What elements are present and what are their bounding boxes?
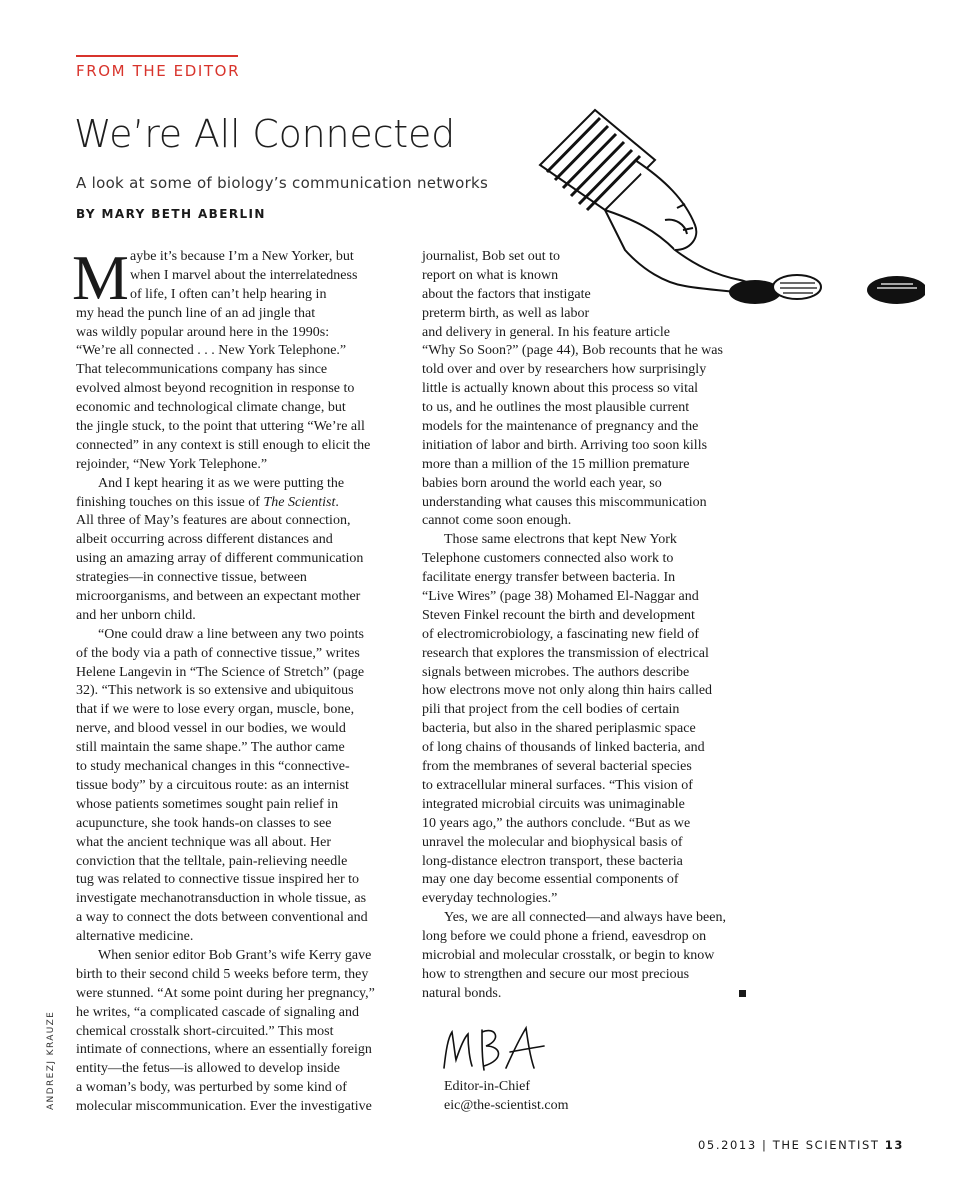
text-line: Those same electrons that kept New York [444,532,677,548]
text-line: how electrons move not only along thin hairs called [422,683,713,699]
text-line: still maintain the same shape.” The author came [76,740,345,756]
text-line: Steven Finkel recount the birth and development [422,607,695,623]
text-line: when I marvel about the interrelatedness [130,267,358,283]
text-line: economic and technological climate change, but [76,400,346,416]
text-line: “Live Wires” (page 38) Mohamed El-Naggar and [422,589,699,605]
text-line: how to strengthen and secure our most precious [422,966,690,982]
text-line: of the body via a path of connective tissue,” writes [76,645,360,661]
text-line: was wildly popular around here in the 1990s: [76,324,330,340]
text-line: 32). “This network is so extensive and ubiquitous [76,683,354,699]
folio-page: 13 [884,1138,904,1152]
text-line: finishing touches on this issue of The Scientist. [76,494,339,510]
text-line: rejoinder, “New York Telephone.” [76,456,268,472]
text-line: strategies—in connective tissue, between [76,570,307,586]
text-line: unravel the molecular and biophysical basis of [422,834,683,850]
illustration-credit: ANDREZJ KRAUZE [46,1010,56,1110]
text-line: understanding what causes this miscommunication [422,494,707,510]
text-line: facilitate energy transfer between bacteria. In [422,570,676,586]
text-line: entity—the fetus—is allowed to develop inside [76,1061,341,1077]
text-line: of electromicrobiology, a fascinating new field of [422,626,700,642]
text-line: That telecommunications company has since [76,362,328,378]
signature [440,1020,550,1075]
text-line: chemical crosstalk short-circuited.” This most [76,1023,334,1039]
text-line: models for the maintenance of pregnancy and the [422,419,699,435]
text-line: microbial and molecular crosstalk, or begin to know [422,947,715,963]
text-line: and her unborn child. [76,607,196,623]
text-line: more than a million of the 15 million premature [422,456,690,472]
text-line: microorganisms, and between an expectant mother [76,589,361,605]
text-line: the jingle stuck, to the point that uttering “We’re all [76,419,365,435]
text-line: initiation of labor and birth. Arriving too soon kills [422,437,708,453]
text-line: a way to connect the dots between conventional and [76,910,368,926]
section-rule [76,55,238,57]
text-line: alternative medicine. [76,929,194,945]
text-line: When senior editor Bob Grant’s wife Kerry gave [98,947,372,963]
text-line: integrated microbial circuits was unimaginable [422,796,685,812]
folio-separator: | [762,1138,768,1152]
article-column-2 [422,248,752,1004]
text-line: long before we could phone a friend, eavesdrop on [422,929,707,945]
text-line: tug was related to connective tissue inspired her to [76,872,360,888]
page-title: We’re All Connected [74,112,456,156]
sign-off-title: Editor-in-Chief [444,1079,531,1094]
text-line: to us, and he outlines the most plausible current [422,400,690,416]
text-line: investigate mechanotransduction in whole tissue, as [76,891,367,907]
text-line: “One could draw a line between any two points [98,626,364,642]
article-column-1 [76,248,406,1117]
text-line: 10 years ago,” the authors conclude. “But as we [422,815,691,831]
folio-date: 05.2013 [698,1138,757,1152]
text-line: report on what is known [422,267,559,283]
text-line: whose patients sometimes sought pain relief in [76,796,339,812]
text-line: signals between microbes. The authors describe [422,664,690,680]
text-line: Yes, we are all connected—and always have been, [444,910,726,926]
text-line: were stunned. “At some point during her pregnancy,” [76,985,375,1001]
text-line: preterm birth, as well as labor [422,305,590,321]
text-line: And I kept hearing it as we were putting the [98,475,345,491]
text-line: may one day become essential components of [422,872,679,888]
text-line: of long chains of thousands of linked bacteria, and [422,740,705,756]
text-line: birth to their second child 5 weeks before term, they [76,966,369,982]
text-line: natural bonds. [422,985,502,1001]
page-folio [698,1138,904,1152]
text-line: “Why So Soon?” (page 44), Bob recounts that he was [422,343,723,359]
text-line: pili that project from the cell bodies of certain [422,702,680,718]
page-subtitle: A look at some of biology’s communication networks [76,174,489,192]
text-line: All three of May’s features are about connection, [76,513,351,529]
text-line: Helene Langevin in “The Science of Stretch” (page [76,664,365,680]
end-mark [739,990,746,997]
text-line: my head the punch line of an ad jingle that [76,305,316,321]
text-line: little is actually known about this process so vital [422,381,699,397]
text-line: bacteria, but also in the shared periplasmic space [422,721,696,737]
text-line: from the membranes of several bacterial species [422,759,692,775]
text-line: what the ancient technique was all about. Her [76,834,332,850]
text-line: using an amazing array of different communication [76,551,364,567]
text-line: cannot come soon enough. [422,513,572,529]
text-line: that if we were to lose every organ, muscle, bone, [76,702,355,718]
text-line: research that explores the transmission of electrical [422,645,709,661]
text-line: Telephone customers connected also work to [422,551,674,567]
text-line: a woman’s body, was perturbed by some kind of [76,1080,347,1096]
text-line: to extracellular mineral surfaces. “This vision of [422,777,693,793]
text-line: everyday technologies.” [422,891,558,907]
text-line: acupuncture, she took hands-on classes to see [76,815,332,831]
text-line: babies born around the world each year, so [422,475,662,491]
text-line: he writes, “a complicated cascade of signaling and [76,1004,359,1020]
text-line: connected” in any context is still enough to elicit the [76,437,371,453]
byline: BY MARY BETH ABERLIN [76,207,266,221]
text-line: albeit occurring across different distances and [76,532,333,548]
drop-cap: M [72,242,129,313]
text-line: tissue body” by a circuitous route: as an internist [76,777,349,793]
section-kicker: FROM THE EDITOR [76,62,241,80]
text-line: molecular miscommunication. Ever the investigative [76,1099,372,1115]
text-line: intimate of connections, where an essentially foreign [76,1042,372,1058]
text-line: conviction that the telltale, pain-relieving needle [76,853,348,869]
text-line: about the factors that instigate [422,286,591,302]
text-line: told over and over by researchers how surprisingly [422,362,707,378]
text-line: long-distance electron transport, these bacteria [422,853,683,869]
text-line: to study mechanical changes in this “connective- [76,759,350,775]
text-line: “We’re all connected . . . New York Telephone.” [76,343,347,359]
text-line: aybe it’s because I’m a New Yorker, but [130,249,354,264]
text-line: journalist, Bob set out to [422,249,561,264]
text-line: of life, I often can’t help hearing in [130,286,327,302]
sign-off-email: eic@the-scientist.com [444,1098,569,1113]
text-line: and delivery in general. In his feature article [422,324,670,340]
text-line: nerve, and blood vessel in our bodies, we would [76,721,346,737]
folio-publication: THE SCIENTIST [772,1138,880,1152]
text-line: evolved almost beyond recognition in response to [76,381,355,397]
